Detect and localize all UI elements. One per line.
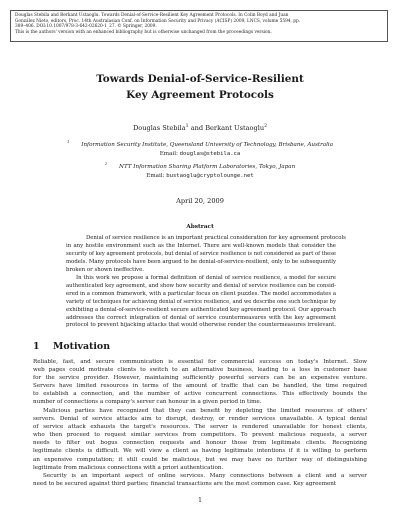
text-line: Security is an important aspect of online services. Many connections between a client and a server (43, 473, 367, 479)
body-paragraph-3 (33, 472, 367, 488)
author-separator: and (188, 124, 206, 132)
affiliation-number: 1 (66, 139, 70, 145)
text-line: In this work we propose a formal definition of denial of service resilience, a model for secure (76, 275, 336, 281)
author-name: Douglas Stebila (132, 124, 186, 132)
text-line: authenticated key agreement, and show how security and denial of service resilience can be consid- (66, 282, 336, 289)
text-line: to establish a connection, and the number of active concurrent connections. This effectively bounds the (33, 391, 367, 398)
text-line: broken or shown ineffective. (66, 266, 144, 273)
section-heading (33, 341, 110, 352)
text-line: models. Many protocols have been argued to be denial-of-service-resilient, only to be subsequently (66, 258, 336, 265)
citation-line: This is the authors' version with an enhanced bibliography but is otherwise unchanged from the proceedings version. (15, 29, 272, 35)
abstract-paragraph-2 (66, 275, 336, 330)
abstract-paragraph-1 (66, 235, 346, 275)
affiliation-mark: 2 (264, 123, 268, 129)
text-line: legitimate from malicious connections with a priori authentication. (33, 464, 224, 471)
text-line: need to be secured against third parties; financial transactions are the most common case. Key agreement (33, 481, 337, 488)
affiliation-text: Information Security Institute, Queensland University of Technology, Brisbane, Australia (81, 142, 334, 148)
citation-line: 389–406. DOI:10.1007/978-3-642-02620-1_27. © Springer, 2009. (15, 24, 157, 30)
text-line: legitimate clients is difficult. We will view a client as having legitimate intentions if it is willing to perform (33, 448, 367, 455)
affiliation-2 (0, 161, 400, 170)
paper-title-line-2: Key Agreement Protocols (126, 89, 274, 101)
section-number: 1 (33, 341, 40, 352)
text-line: web pages could motivate clients to switch to an alternative business, leading to a loss in customer base (33, 367, 367, 374)
citation-header (10, 10, 388, 42)
text-line: security of key agreement protocols, but denial of service resilience is not considered as part of these (66, 250, 336, 257)
body-paragraph-2 (33, 407, 367, 472)
text-line: number of connections a company's server can honour in a given period in time. (33, 399, 262, 406)
email-address: bustaoglu@cryptolounge.net (166, 173, 254, 179)
text-line: addresses the correct integration of denial of service countermeasures with the key agreement (66, 314, 336, 321)
affiliation-1 (0, 139, 400, 148)
text-line: protocol to prevent hijacking attacks that would otherwise render the countermeasures irrelevant. (66, 322, 336, 329)
text-line: needs to filter out bogus connection requests and honour those from legitimate clients. Recognizing (33, 440, 367, 447)
email-label: Email: (146, 173, 167, 179)
author-list (0, 124, 400, 132)
abstract-heading: Abstract (186, 224, 214, 230)
text-line: who then proceed to request similar services from competitors. To prevent malicious requests, a server (33, 432, 367, 439)
email-line-2 (0, 173, 400, 179)
text-line: Servers have limited resources in terms of the amount of traffic that can be handled, the time required (33, 383, 367, 390)
paper-date: April 20, 2009 (176, 197, 224, 205)
citation-line: Douglas Stebila and Berkant Ustaoglu. Towards Denial-of-Service-Resilient Key Agreement Protocols. In Colin Boyd and Juan (15, 13, 289, 18)
affiliation-text: NTT Information Sharing Platform Laboratories, Tokyo, Japan (119, 164, 296, 170)
text-line: for the service provider. However, maintaining sufficiently powerful servers can be an expensive venture. (33, 375, 367, 382)
text-line: of service attack exhausts the target's resources. The server is rendered unavailable for honest clients, (33, 424, 367, 431)
author-name: Berkant Ustaoglu (205, 124, 265, 132)
text-line: an expensive computation; it still could be malicious, but we may have no further way of distinguishing (33, 456, 367, 463)
email-label: Email: (159, 151, 180, 157)
email-address: douglas@stebila.ca (179, 151, 241, 157)
email-line-1 (0, 151, 400, 157)
section-title: Motivation (53, 341, 111, 352)
text-line: variety of techniques for achieving denial of service resilience, and we describe one such technique by (66, 298, 336, 305)
body-paragraph-1 (33, 358, 367, 407)
citation-line: González Nieto, editors, Proc. 14th Australasian Conf. on Information Security and Privacy (ACISP) 2009, LNCS, volume 5594, pp. (15, 18, 301, 24)
paper-title-line-1: Towards Denial-of-Service-Resilient (96, 73, 304, 85)
text-line: exhibiting a denial-of-service-resilient secure authenticated key agreement protocol. Our approach (66, 306, 336, 313)
text-line: Malicious parties have recognized that they can benefit by depleting the limited resources of others' (43, 408, 367, 414)
text-line: Denial of service resilience is an important practical consideration for key agreement protocols (85, 235, 346, 241)
text-line: Reliable, fast, and secure communication is essential for commercial success on today's Internet. Slow (33, 359, 367, 365)
page-number: 1 (198, 497, 202, 504)
text-line: ered in a common framework, with a particular focus on client puzzles. The model accommodates a (66, 290, 336, 297)
text-line: in any hostile environment such as the Internet. There are well-known models that consider the (66, 242, 336, 249)
affiliation-mark: 1 (185, 123, 189, 129)
affiliation-number: 2 (104, 161, 108, 167)
text-line: servers. Denial of service attacks aim to disrupt, destroy, or render services unavailable. A typical denial (33, 416, 367, 423)
